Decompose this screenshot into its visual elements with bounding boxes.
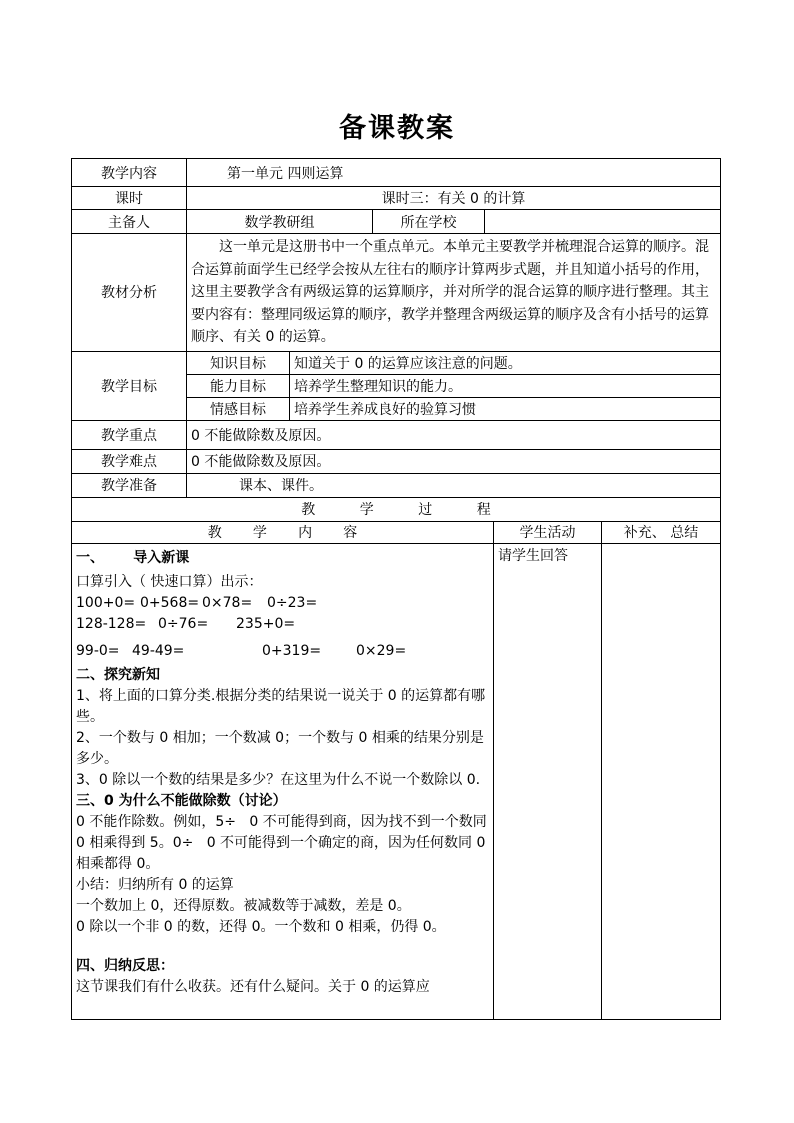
col-activity-header: 学生活动: [494, 521, 602, 543]
row-lesson: [72, 187, 721, 210]
preparation-value: 课本、课件。: [187, 473, 721, 497]
calc-item: 0×78=: [202, 594, 253, 611]
analysis-label: 教材分析: [72, 234, 187, 352]
calc-item: 100+0=: [76, 594, 136, 611]
student-activity-cell: [494, 543, 602, 1019]
row-analysis: [72, 234, 721, 352]
col-supplement-header: 补充、 总结: [602, 521, 721, 543]
difficulty-label: 教学难点: [72, 449, 187, 473]
preparer-value: 数学教研组: [187, 210, 373, 234]
calc-item: 0÷23=: [267, 594, 318, 611]
section-2-point-3: 3、0 除以一个数的结果是多少？在这里为什么不说一个数除以 0.: [76, 771, 481, 788]
section-2-title: 二、探究新知: [76, 666, 160, 683]
calc-row-3: [76, 641, 489, 662]
goal-type-knowledge: 知识目标: [187, 351, 290, 374]
school-label: 所在学校: [373, 210, 485, 234]
calc-item: 235+0=: [236, 615, 296, 632]
analysis-text: 这一单元是这册书中一个重点单元。本单元主要教学并梳理混合运算的顺序。混合运算前面学生已经学会按从左往右的顺序计算两步式题，并且知道小括号的作用，这里主要教学含有两级运算的运算顺序，并对所学的混合运算的顺序进行整理。其主要内容有：整理同级运算的顺序，教学并整理含两级运算的顺序及含有小括号的运算顺序、有关 0 的运算。: [191, 239, 709, 345]
goal-type-ability: 能力目标: [187, 374, 290, 397]
section-3-summary: 小结：归纳所有 0 的运算: [76, 876, 234, 893]
goal-type-emotion: 情感目标: [187, 397, 290, 420]
calc-item: 99-0=: [76, 642, 120, 659]
lesson-plan-document: [71, 158, 720, 1020]
row-difficulty: [72, 449, 721, 473]
analysis-text-cell: [187, 234, 721, 352]
row-process-header: [72, 497, 721, 521]
row-process-body: [72, 543, 721, 1019]
school-value: [485, 210, 721, 234]
page-title: 备课教案: [339, 113, 455, 144]
goals-label: 教学目标: [72, 351, 187, 420]
goal-text-emotion: 培养学生养成良好的验算习惯: [290, 397, 721, 420]
process-table: [71, 521, 721, 1020]
col-content-header: 教 学 内 容: [72, 521, 494, 543]
calc-item: 0÷76=: [158, 615, 209, 632]
calc-item: 0+568=: [140, 594, 200, 611]
row-key-point: [72, 420, 721, 449]
section-1-title: 一、 导入新课: [76, 549, 190, 566]
row-goal-knowledge: [72, 351, 721, 374]
difficulty-value: 0 不能做除数及原因。: [187, 449, 721, 473]
supplement-cell: [602, 543, 721, 1019]
lesson-label: 课时: [72, 187, 187, 210]
calc-row-2: [76, 614, 489, 635]
section-4-text: 这节课我们有什么收获。还有什么疑问。关于 0 的运算应: [76, 978, 430, 995]
section-1-intro: 口算引入（ 快速口算）出示：: [76, 573, 263, 590]
section-3-explanation: 0 不能作除数。例如，5÷ 0 不可能得到商，因为找不到一个数同 0 相乘得到 5。0÷ 0 不可能得到一个确定的商，因为任何数同 0 相乘都得 0。: [76, 813, 492, 872]
calc-item: 0+319=: [262, 642, 322, 659]
process-header: 教 学 过 程: [72, 497, 721, 521]
preparer-label: 主备人: [72, 210, 187, 234]
row-process-columns: [72, 521, 721, 543]
calc-item: 0×29=: [356, 642, 407, 659]
goal-text-ability: 培养学生整理知识的能力。: [290, 374, 721, 397]
section-4-title: 四、归纳反思：: [76, 957, 174, 974]
content-value: 第一单元 四则运算: [187, 159, 721, 187]
section-3-rule-2: 0 除以一个非 0 的数，还得 0。一个数和 0 相乘，仍得 0。: [76, 918, 446, 935]
lesson-value: 课时三：有关 0 的计算: [187, 187, 721, 210]
student-activity-text: 请学生回答: [498, 547, 568, 564]
row-preparer: [72, 210, 721, 234]
calc-item: 128-128=: [76, 615, 147, 632]
section-3-rule-1: 一个数加上 0，还得原数。被减数等于减数，差是 0。: [76, 897, 411, 914]
key-point-label: 教学重点: [72, 420, 187, 449]
lesson-info-table: [71, 158, 721, 522]
row-content: [72, 159, 721, 187]
row-preparation: [72, 473, 721, 497]
goal-text-knowledge: 知道关于 0 的运算应该注意的问题。: [290, 351, 721, 374]
process-content-cell: [72, 543, 494, 1019]
section-3-title: 三、0 为什么不能做除数（讨论）: [76, 792, 287, 809]
key-point-value: 0 不能做除数及原因。: [187, 420, 721, 449]
preparation-label: 教学准备: [72, 473, 187, 497]
calc-item: 49-49=: [132, 642, 185, 659]
calc-row-1: [76, 593, 489, 614]
section-2-point-1: 1、将上面的口算分类.根据分类的结果说一说关于 0 的运算都有哪些。: [76, 687, 486, 725]
content-label: 教学内容: [72, 159, 187, 187]
section-2-point-2: 2、一个数与 0 相加；一个数减 0；一个数与 0 相乘的结果分别是多少。: [76, 729, 484, 767]
